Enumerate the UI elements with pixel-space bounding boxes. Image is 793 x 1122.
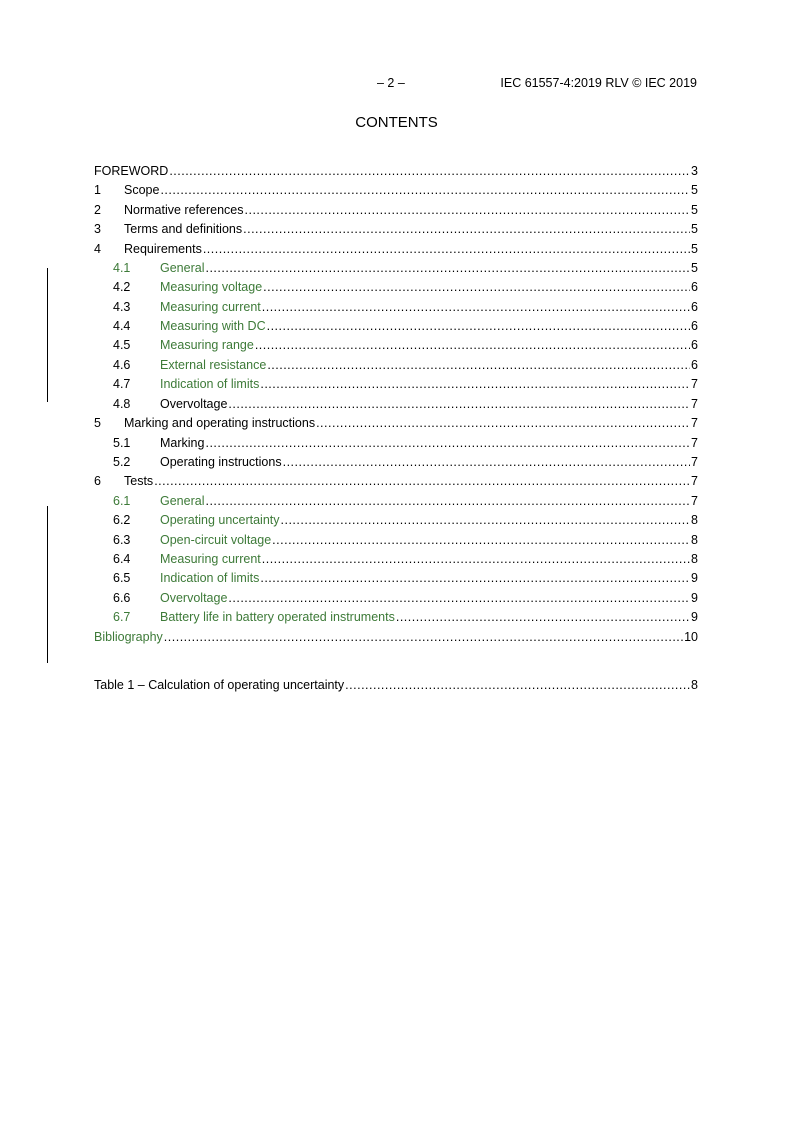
change-bar-section-6 (47, 506, 48, 663)
toc-entry-title: Open-circuit voltage (160, 532, 272, 547)
toc-entry[interactable] (94, 372, 698, 391)
dot-leader (205, 436, 690, 450)
toc-entry-page: 5 (691, 260, 698, 275)
dot-leader (267, 358, 690, 372)
toc-entry-page: 9 (691, 610, 698, 625)
toc-entry[interactable] (94, 197, 698, 217)
dot-leader (154, 474, 690, 488)
toc-entry-number: 6.6 (113, 590, 131, 605)
dot-leader (203, 242, 690, 256)
dot-leader (283, 455, 690, 469)
dot-leader (345, 678, 690, 692)
toc-entry-title: Marking (160, 435, 205, 450)
toc-entry-page: 3 (691, 163, 698, 178)
toc-entry-page: 10 (684, 629, 698, 644)
toc-entry[interactable] (94, 469, 698, 489)
toc-entry[interactable] (94, 585, 698, 604)
toc-entry-page: 9 (691, 571, 698, 586)
toc-entry-title: Indication of limits (160, 377, 260, 392)
toc-entry-page: 7 (691, 416, 698, 431)
change-bar-section-4 (47, 268, 48, 402)
toc-entry[interactable] (94, 314, 698, 333)
toc-entry-number: 3 (94, 222, 101, 236)
toc-entry-page: 5 (691, 222, 698, 236)
toc-entry-title: Scope (124, 183, 160, 197)
dot-leader (255, 338, 690, 352)
toc-entry-title: Measuring current (160, 299, 261, 314)
toc-entry-number: 5 (94, 416, 101, 431)
toc-entry-page: 6 (691, 357, 698, 372)
toc-entry[interactable] (94, 527, 698, 546)
dot-leader (272, 533, 690, 547)
toc-entry-number: 6 (94, 474, 101, 489)
toc-entry-title: Bibliography (94, 629, 163, 644)
toc-entry-title: Operating uncertainty (160, 513, 280, 528)
page-header (0, 76, 793, 92)
toc-entry[interactable] (94, 430, 698, 449)
dot-leader (396, 610, 690, 624)
toc-entry-title: Overvoltage (160, 396, 228, 411)
toc-entry-number: 4.2 (113, 280, 131, 295)
toc-entry-title: Table 1 – Calculation of operating uncertainty (94, 678, 345, 693)
toc-entry[interactable] (94, 178, 698, 198)
toc-entry[interactable] (94, 158, 698, 178)
toc-entry-number: 6.2 (113, 513, 131, 528)
toc-entry[interactable] (94, 256, 698, 275)
toc-entry-title: Operating instructions (160, 454, 282, 469)
dot-leader (281, 513, 691, 527)
dot-leader (228, 397, 690, 411)
toc-entry-title: Normative references (124, 202, 244, 217)
toc-entry-title: Measuring current (160, 551, 261, 566)
toc-entry-page: 6 (691, 280, 698, 295)
list-of-tables-item[interactable] (94, 673, 698, 693)
toc-entry[interactable] (94, 236, 698, 256)
toc-entry-number: 6.1 (113, 493, 131, 508)
toc-entry-number: 4.7 (113, 377, 131, 392)
toc-entry-title: Indication of limits (160, 571, 260, 586)
toc-entry[interactable] (94, 624, 698, 644)
dot-leader (260, 377, 690, 391)
toc-entry[interactable] (94, 605, 698, 624)
page-number: – 2 – (377, 76, 405, 90)
dot-leader (243, 222, 690, 236)
toc-entry-number: 6.4 (113, 551, 131, 566)
toc-entry-page: 7 (691, 454, 698, 469)
toc-entry-title: Measuring voltage (160, 280, 263, 295)
toc-entry-page: 6 (691, 338, 698, 353)
toc-entry-number: 2 (94, 202, 101, 217)
toc-entry-title: Marking and operating instructions (124, 416, 316, 431)
toc-entry-page: 8 (691, 532, 698, 547)
dot-leader (164, 630, 683, 644)
toc-entry-title: Terms and definitions (124, 222, 243, 236)
toc-entry[interactable] (94, 411, 698, 431)
toc-entry-page: 7 (691, 435, 698, 450)
dot-leader (263, 280, 690, 294)
toc-entry-number: 6.7 (113, 610, 131, 625)
dot-leader (160, 183, 690, 197)
toc-entry-number: 6.5 (113, 571, 131, 586)
toc-entry-page: 8 (691, 551, 698, 566)
dot-leader (262, 552, 690, 566)
toc-entry-number: 4.5 (113, 338, 131, 353)
dot-leader (205, 494, 690, 508)
toc-entry-title: Measuring with DC (160, 319, 266, 334)
toc-entry[interactable] (94, 547, 698, 566)
dot-leader (262, 300, 690, 314)
toc-entry-page: 6 (691, 319, 698, 334)
toc-entry-title: External resistance (160, 357, 267, 372)
toc-entry-page: 6 (691, 299, 698, 314)
toc-entry-title: Requirements (124, 241, 202, 256)
toc-entry-title: Battery life in battery operated instruments (160, 610, 395, 625)
dot-leader (260, 571, 690, 585)
toc-entry-title: General (160, 493, 205, 508)
toc-entry-page: 5 (691, 241, 698, 256)
toc-entry[interactable] (94, 391, 698, 410)
toc-entry[interactable] (94, 275, 698, 294)
dot-leader (205, 261, 690, 275)
toc-entry-number: 4.1 (113, 260, 131, 275)
dot-leader (169, 164, 690, 178)
dot-leader (228, 591, 690, 605)
toc-entry-number: 4.6 (113, 357, 131, 372)
toc-entry-page: 8 (691, 513, 698, 528)
dot-leader (267, 319, 690, 333)
toc-entry-number: 4.4 (113, 319, 131, 334)
toc-entry[interactable] (94, 333, 698, 352)
toc-entry-title: Measuring range (160, 338, 254, 353)
section-gap (94, 644, 698, 673)
toc-entry-page: 9 (691, 590, 698, 605)
toc-entry[interactable] (94, 352, 698, 371)
toc-entry-title: Overvoltage (160, 590, 228, 605)
toc-entry-page: 7 (691, 377, 698, 392)
toc-entry-page: 5 (691, 183, 698, 197)
toc-entry-page: 7 (691, 493, 698, 508)
toc-entry-number: 4.8 (113, 396, 131, 411)
document-id: IEC 61557-4:2019 RLV © IEC 2019 (500, 76, 697, 90)
toc-entry[interactable] (94, 450, 698, 469)
toc-entry-number: 6.3 (113, 532, 131, 547)
toc-entry-title: General (160, 260, 205, 275)
page-title: CONTENTS (355, 114, 438, 131)
dot-leader (245, 203, 691, 217)
toc-entry-number: 5.2 (113, 454, 131, 469)
toc-entry-number: 4 (94, 241, 101, 256)
dot-leader (316, 416, 690, 430)
toc-entry-number: 4.3 (113, 299, 131, 314)
toc-entry-title: Tests (124, 474, 154, 489)
toc-entry[interactable] (94, 508, 698, 527)
table-of-contents (94, 158, 698, 692)
toc-entry-page: 8 (691, 678, 698, 693)
toc-entry-number: 5.1 (113, 435, 131, 450)
toc-entry[interactable] (94, 217, 698, 237)
toc-entry-page: 5 (691, 202, 698, 217)
toc-entry[interactable] (94, 488, 698, 507)
toc-entry-title: FOREWORD (94, 163, 169, 178)
toc-entry[interactable] (94, 566, 698, 585)
toc-entry-page: 7 (691, 474, 698, 489)
toc-entry-page: 7 (691, 396, 698, 411)
toc-entry[interactable] (94, 294, 698, 313)
toc-entry-number: 1 (94, 183, 101, 197)
